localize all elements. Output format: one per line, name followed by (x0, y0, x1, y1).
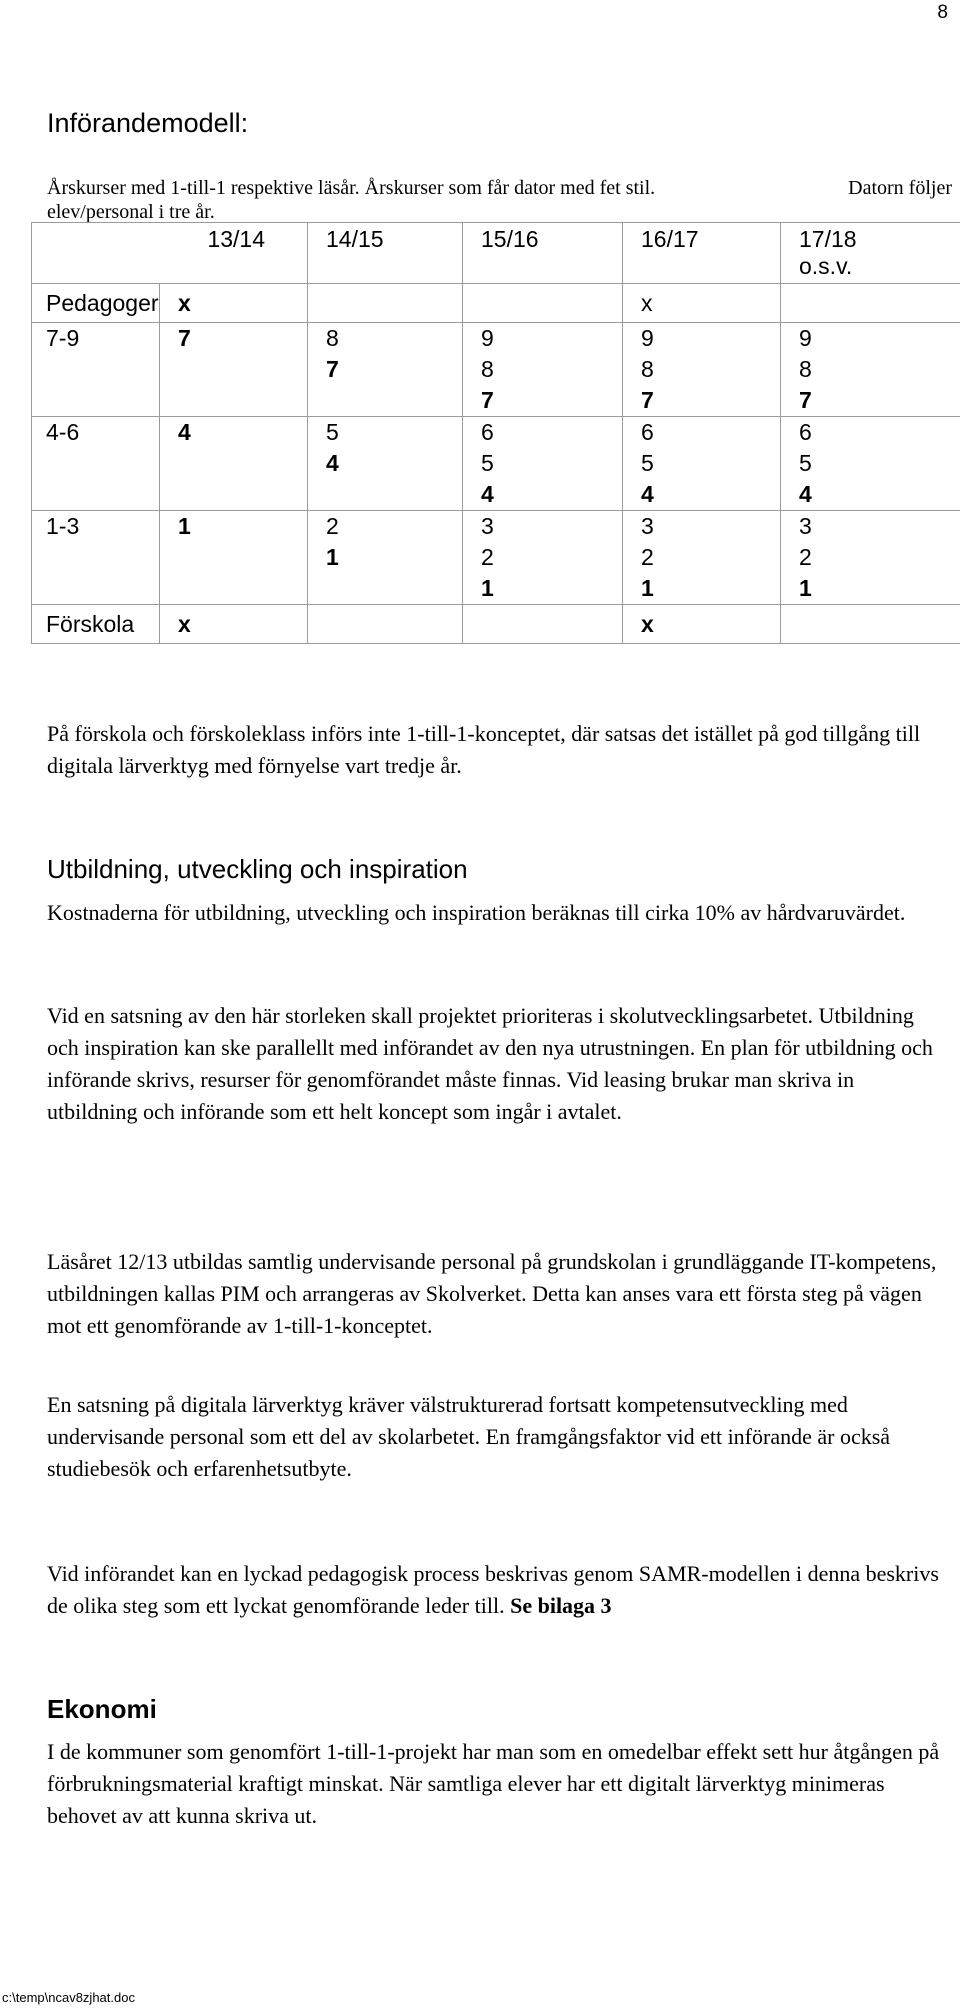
table-row-4-6 (32, 417, 960, 511)
table-cell: x (623, 284, 781, 323)
table-cell: 6 5 4 (623, 417, 781, 511)
paragraph-forskola: På förskola och förskoleklass införs inte 1-till-1-konceptet, där satsas det istället på god tillgång till digitala lärverktyg med förnyelse vart tredje år. (47, 721, 921, 778)
table-cell: 4 (160, 417, 308, 511)
intro-left: Årskurser med 1-till-1 respektive läsår. Årskurser som får dator med fet stil. (47, 177, 656, 199)
row-label: 1-3 (32, 511, 160, 605)
table-cell: 3 2 1 (463, 511, 623, 605)
table-cell (463, 605, 623, 644)
table-cell (781, 284, 960, 323)
table-cell: 5 4 (308, 417, 463, 511)
table-cell: 3 2 1 (623, 511, 781, 605)
paragraph-samr (47, 1558, 947, 1622)
table-row-forskola (32, 605, 960, 644)
header-cell-1314: 13/14 (32, 223, 308, 284)
attachment-reference: Se bilaga 3 (510, 1593, 612, 1618)
paragraph-lasaret: Läsåret 12/13 utbildas samtlig undervisande personal på grundskolan i grundläggande IT-kompetens, utbildningen kallas PIM och arrangeras av Skolverket. Detta kan anses vara ett första steg på vägen mot ett genomförande av 1-till-1-konceptet. (47, 1249, 937, 1338)
table-cell: 9 8 7 (463, 323, 623, 417)
samr-text: Vid införandet kan en lyckad pedagogisk process beskrivas genom SAMR-modellen i denna beskrivs de olika steg som ett lyckat genomförande leder till. (47, 1561, 939, 1618)
table-cell: 6 5 4 (781, 417, 960, 511)
header-cell-1415: 14/15 (308, 223, 463, 284)
table-row-pedagoger (32, 284, 960, 323)
table-cell: x (160, 284, 308, 323)
paragraph-satsning: Vid en satsning av den här storleken skall projektet prioriteras i skolutvecklingsarbetet. Utbildning och inspiration kan ske parallellt med införandet av den nya utrustningen. En plan för utbildning och införande skrivs, resurser för genomförandet måste finnas. Vid leasing brukar man skriva in utbildning och införande som ett helt koncept som ingår i avtalet. (47, 1003, 933, 1124)
table-cell: x (623, 605, 781, 644)
rollout-table (31, 222, 960, 644)
paragraph-kompetens: En satsning på digitala lärverktyg kräver välstrukturerad fortsatt kompetensutveckling med undervisande personal som ett del av skolarbetet. En framgångsfaktor vid ett införande är också studiebesök och erfarenhetsutbyte. (47, 1392, 891, 1481)
table-cell: 3 2 1 (781, 511, 960, 605)
table-header-row (32, 223, 960, 284)
section-heading-intro-model: Införandemodell: (47, 108, 249, 138)
table-cell: 6 5 4 (463, 417, 623, 511)
page-number: 8 (937, 2, 948, 23)
table-row-7-9 (32, 323, 960, 417)
table-cell (308, 284, 463, 323)
header-cell-1617: 16/17 (623, 223, 781, 284)
section-heading-ekonomi: Ekonomi (47, 1694, 157, 1724)
header-cell-1718: 17/18 o.s.v. (781, 223, 960, 284)
table-cell: 1 (160, 511, 308, 605)
header-cell-1516: 15/16 (463, 223, 623, 284)
table-cell: 9 8 7 (623, 323, 781, 417)
row-label: Förskola (32, 605, 160, 644)
table-cell (463, 284, 623, 323)
table-cell: 8 7 (308, 323, 463, 417)
table-cell (308, 605, 463, 644)
intro-text (47, 176, 952, 224)
row-label: 4-6 (32, 417, 160, 511)
table-cell: x (160, 605, 308, 644)
table-row-1-3 (32, 511, 960, 605)
paragraph-kostnader: Kostnaderna för utbildning, utveckling och inspiration beräknas till cirka 10% av hårdvaruvärdet. (47, 900, 906, 925)
table-cell (781, 605, 960, 644)
row-label: 7-9 (32, 323, 160, 417)
row-label: Pedagoger (32, 284, 160, 323)
table-cell: 2 1 (308, 511, 463, 605)
intro-right: Datorn följer (848, 177, 952, 199)
table-cell: 9 8 7 (781, 323, 960, 417)
intro-line2: elev/personal i tre år. (47, 201, 215, 223)
section-heading-utbildning: Utbildning, utveckling och inspiration (47, 854, 468, 884)
paragraph-ekonomi: I de kommuner som genomfört 1-till-1-projekt har man som en omedelbar effekt sett hur åtgången på förbrukningsmaterial kraftigt minskat. När samtliga elever har ett digitalt lärverktyg minimeras behovet av att kunna skriva ut. (47, 1739, 940, 1828)
file-path-footer: c:\temp\ncav8zjhat.doc (2, 1990, 135, 2005)
table-cell: 7 (160, 323, 308, 417)
